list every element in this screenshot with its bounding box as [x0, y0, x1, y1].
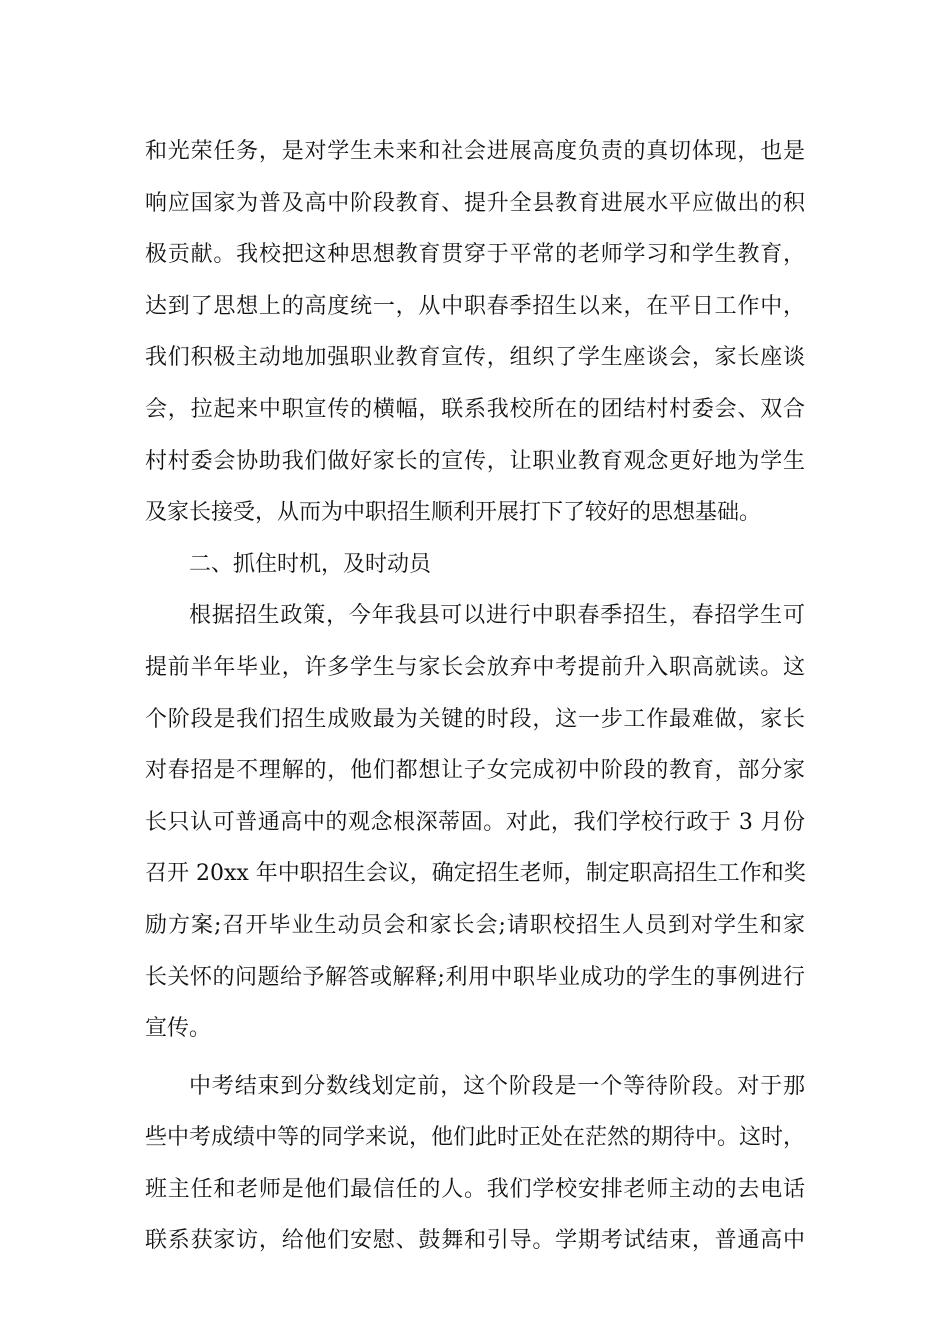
text-line: 班主任和老师是他们最信任的人。我们学校安排老师主动的去电话 — [145, 1176, 805, 1202]
text-line: 召开 20xx 年中职招生会议，确定招生老师，制定职高招生工作和奖 — [145, 861, 806, 887]
text-line: 根据招生政策，今年我县可以进行中职春季招生，春招学生可 — [189, 603, 805, 629]
text-line: 极贡献。我校把这种思想教育贯穿于平常的老师学习和学生教育， — [145, 242, 805, 268]
paragraph-2 — [145, 597, 805, 1061]
text-line: 宣传。 — [145, 1016, 212, 1042]
text-line: 中考结束到分数线划定前，这个阶段是一个等待阶段。对于那 — [189, 1073, 805, 1099]
paragraph-1 — [145, 133, 805, 546]
paragraph-3 — [145, 1068, 805, 1274]
text-line: 村村委会协助我们做好家长的宣传，让职业教育观念更好地为学生 — [145, 448, 805, 474]
text-line: 联系获家访，给他们安慰、鼓舞和引导。学期考试结束，普通高中 — [145, 1228, 805, 1254]
text-line: 对春招是不理解的，他们都想让子女完成初中阶段的教育，部分家 — [145, 758, 805, 784]
text-line: 会，拉起来中职宣传的横幅，联系我校所在的团结村村委会、双合 — [145, 396, 805, 422]
text-line: 提前半年毕业，许多学生与家长会放弃中考提前升入职高就读。这 — [145, 654, 805, 680]
text-line: 长只认可普通高中的观念根深蒂固。对此，我们学校行政于 3 月份 — [145, 809, 805, 835]
text-line: 达到了思想上的高度统一，从中职春季招生以来，在平日工作中， — [145, 293, 805, 319]
section-heading — [145, 546, 805, 598]
document-body — [145, 133, 805, 1274]
text-line: 我们积极主动地加强职业教育宣传，组织了学生座谈会，家长座谈 — [145, 345, 805, 371]
text-line: 长关怀的问题给予解答或解释;利用中职毕业成功的学生的事例进行 — [145, 964, 805, 990]
text-line: 励方案;召开毕业生动员会和家长会;请职校招生人员到对学生和家 — [145, 912, 805, 938]
text-line: 及家长接受，从而为中职招生顺利开展打下了较好的思想基础。 — [145, 500, 762, 526]
heading-line: 二、抓住时机，及时动员 — [189, 551, 432, 577]
text-line: 个阶段是我们招生成败最为关键的时段，这一步工作最难做，家长 — [145, 706, 805, 732]
text-line: 和光荣任务，是对学生未来和社会进展高度负责的真切体现，也是 — [145, 139, 805, 164]
text-line: 些中考成绩中等的同学来说，他们此时正处在茫然的期待中。这时， — [145, 1125, 806, 1151]
text-line: 响应国家为普及高中阶段教育、提升全县教育进展水平应做出的积 — [145, 190, 805, 216]
